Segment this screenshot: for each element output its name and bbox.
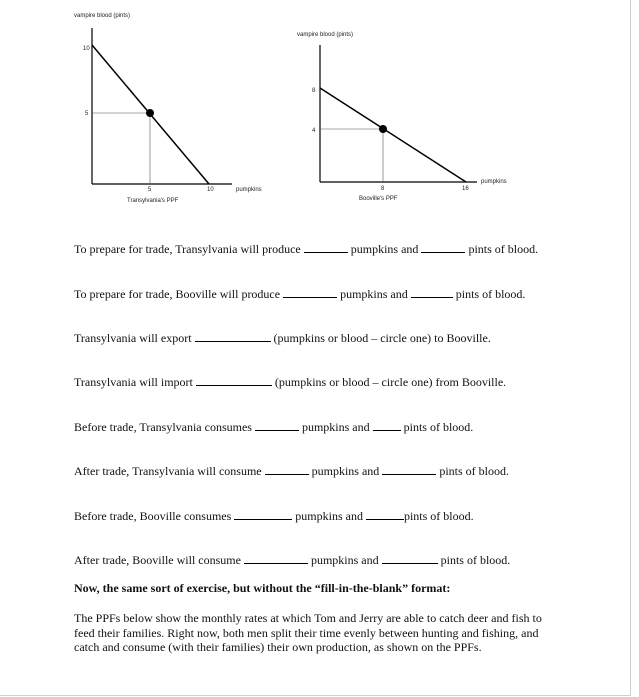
- answer-blank[interactable]: [421, 241, 465, 253]
- question-text: pumpkins and: [340, 287, 408, 301]
- answer-blank[interactable]: [195, 330, 271, 342]
- booville-y-axis-label: vampire blood (pints): [297, 32, 354, 38]
- answer-blank[interactable]: [265, 463, 309, 475]
- booville-caption: Booville's PPF: [359, 196, 398, 202]
- transylvania-y-tick-5: 5: [85, 111, 89, 117]
- question-text: After trade, Booville will consume: [74, 553, 241, 567]
- answer-blank[interactable]: [373, 419, 401, 431]
- booville-production-point: [379, 125, 387, 133]
- answer-blank[interactable]: [382, 552, 438, 564]
- answer-blank[interactable]: [244, 552, 308, 564]
- transylvania-caption: Transylvania's PPF: [127, 198, 179, 204]
- answer-blank[interactable]: [382, 463, 436, 475]
- question-text: Before trade, Transylvania consumes: [74, 420, 252, 434]
- question-5: [74, 419, 554, 435]
- booville-x-axis-label: pumpkins: [481, 179, 507, 185]
- transylvania-y-tick-10: 10: [83, 46, 90, 52]
- exercise-heading: Now, the same sort of exercise, but without the “fill-in-the-blank” format:: [74, 581, 451, 595]
- answer-blank[interactable]: [411, 286, 453, 298]
- transylvania-y-axis-label: vampire blood (pints): [74, 13, 131, 19]
- question-text: To prepare for trade, Booville will produce: [74, 287, 281, 301]
- question-text: pints of blood.: [439, 464, 509, 478]
- exercise-paragraph: The PPFs below show the monthly rates at which Tom and Jerry are able to catch deer and fish to feed their families. Right now, both men split their time evenly between hunting and fishing, and catch and consume (with their families) their own production, as shown on the PPFs.: [74, 611, 542, 654]
- booville-y-tick-4: 4: [312, 128, 316, 134]
- question-text: pints of blood.: [455, 287, 526, 301]
- question-7: [74, 508, 554, 524]
- question-text: pints of blood.: [440, 553, 511, 567]
- question-4: [74, 374, 554, 390]
- question-8: [74, 552, 554, 568]
- question-text: pints of blood.: [403, 509, 474, 523]
- transylvania-x-tick-5: 5: [148, 187, 152, 193]
- question-text: pints of blood.: [468, 242, 539, 256]
- question-text: Transylvania will import: [74, 375, 193, 389]
- question-2: [74, 286, 554, 302]
- question-3: [74, 330, 554, 346]
- question-text: pints of blood.: [403, 420, 474, 434]
- booville-x-tick-8: 8: [381, 186, 385, 192]
- transylvania-x-tick-10: 10: [207, 187, 214, 193]
- booville-ppf-graph: [0, 0, 639, 220]
- answer-blank[interactable]: [196, 374, 272, 386]
- answer-blank[interactable]: [366, 508, 404, 520]
- question-text: Transylvania will export: [74, 331, 192, 345]
- answer-blank[interactable]: [304, 241, 348, 253]
- booville-ppf-line: [320, 88, 466, 182]
- question-text: pumpkins and: [301, 420, 370, 434]
- question-text: pumpkins and: [295, 509, 363, 523]
- question-text: pumpkins and: [310, 553, 379, 567]
- question-text: To prepare for trade, Transylvania will produce: [74, 242, 301, 256]
- question-text: Before trade, Booville consumes: [74, 509, 232, 523]
- answer-blank[interactable]: [234, 508, 292, 520]
- booville-y-tick-8: 8: [312, 88, 316, 94]
- answer-blank[interactable]: [255, 419, 299, 431]
- question-text: pumpkins and: [350, 242, 419, 256]
- booville-x-tick-16: 16: [462, 186, 469, 192]
- question-text: pumpkins and: [311, 464, 380, 478]
- question-text: (pumpkins or blood – circle one) to Booville.: [273, 331, 491, 345]
- question-text: After trade, Transylvania will consume: [74, 464, 262, 478]
- question-6: [74, 463, 554, 479]
- transylvania-x-axis-label: pumpkins: [236, 187, 262, 193]
- question-1: [74, 241, 554, 257]
- question-text: (pumpkins or blood – circle one) from Booville.: [274, 375, 507, 389]
- answer-blank[interactable]: [283, 286, 337, 298]
